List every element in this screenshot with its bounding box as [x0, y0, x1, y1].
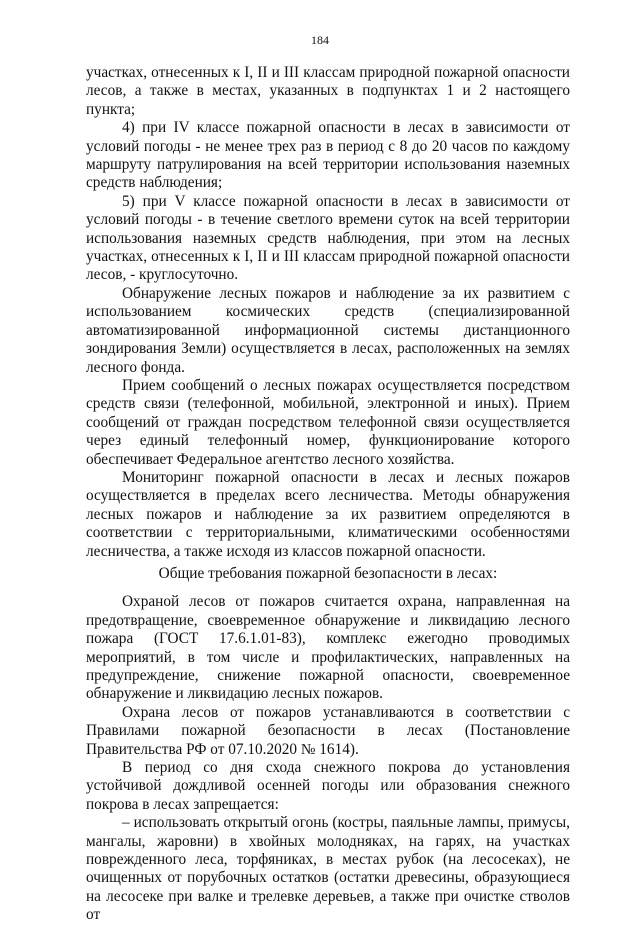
paragraph-fire-reports: Прием сообщений о лесных пожарах осуществляется посредством средств связи (телефонной, мобильной, электронной и иных). Прием сообщений от граждан посредством телефонной связи осуществляется через единый телефонный номер, функционирование которого обеспечивает Федеральное агентство лесного хозяйства.	[86, 376, 570, 468]
section-heading: Общие требования пожарной безопасности в лесах:	[158, 564, 498, 582]
document-body	[86, 64, 570, 925]
page-number: 184	[311, 33, 329, 47]
paragraph-continuation: участках, отнесенных к I, II и III классам природной пожарной опасности лесов, а также в местах, указанных в подпунктах 1 и 2 настоящего пункта;	[86, 64, 570, 118]
paragraph-open-fire-prohibition: – использовать открытый огонь (костры, паяльные лампы, примусы, мангалы, жаровни) в хвойных молодняках, на гарях, на участках поврежденного леса, торфяниках, в местах рубок (на лесосеках), не очищенных от порубочных остатков (остатки древесины, образующиеся на лесосеке при валке и трелевке деревьев, а также при очистке стволов от	[86, 814, 570, 924]
paragraph-prohibitions-intro: В период со дня схода снежного покрова до установления устойчивой дождливой осенней погоды или образования снежного покрова в лесах запрещается:	[86, 759, 570, 813]
paragraph-forest-protection: Охраной лесов от пожаров считается охрана, направленная на предотвращение, своевременное обнаружение и ликвидацию лесного пожара (ГОСТ 17.6.1.01-83), комплекс ежегодно проводимых мероприятий, в том числе и профилактических, направленных на предупреждение, снижение пожарной опасности, своевременное обнаружение и ликвидацию лесных пожаров.	[86, 593, 570, 703]
paragraph-space-monitoring: Обнаружение лесных пожаров и наблюдение за их развитием с использованием космических средств (специализированной автоматизированной информационной системы дистанционного зондирования Земли) осуществляется в лесах, расположенных на землях лесного фонда.	[86, 284, 570, 376]
paragraph-item-4: 4) при IV классе пожарной опасности в лесах в зависимости от условий погоды - не менее трех раз в период с 8 до 20 часов по каждому маршруту патрулирования на всей территории использования наземных средств наблюдения;	[86, 119, 570, 192]
paragraph-fire-rules: Охрана лесов от пожаров устанавливаются в соответствии с Правилами пожарной безопасности в лесах (Постановление Правительства РФ от 07.10.2020 № 1614).	[86, 703, 570, 758]
paragraph-item-5: 5) при V классе пожарной опасности в лесах в зависимости от условий погоды - в течение светлого времени суток на всей территории использования наземных средств наблюдения, при этом на лесных участках, отнесенных к I, II и III классам природной пожарной опасности лесов, - круглосуточно.	[86, 192, 570, 284]
paragraph-fire-danger-monitoring: Мониторинг пожарной опасности в лесах и лесных пожаров осуществляется в пределах всего лесничества. Методы обнаружения лесных пожаров и наблюдение за их развитием определяются в соответствии с территориальными, климатическими особенностями лесничества, а также исходя из классов пожарной опасности.	[86, 468, 570, 560]
